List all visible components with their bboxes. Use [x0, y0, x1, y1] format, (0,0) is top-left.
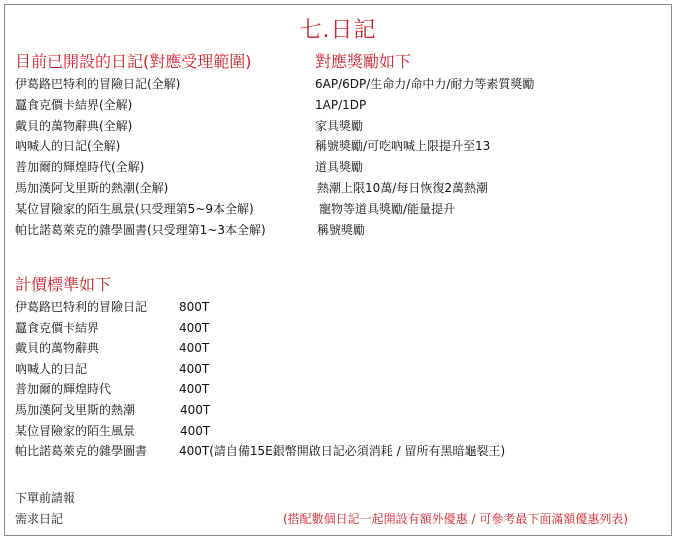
diary-name: 馬加漢阿戈里斯的熱潮(全解) [15, 181, 169, 195]
diary-name: 戴貝的萬物辭典(全解) [15, 118, 133, 133]
price-value: 400T [179, 341, 210, 356]
price-item-name: 某位冒險家的陌生風景 [15, 423, 136, 438]
price-value: 400T [179, 382, 210, 397]
diary-reward: 寵物等道具獎勵/能量提升 [319, 201, 456, 216]
diary-name: 吶喊人的日記(全解) [15, 139, 121, 154]
diary-list-heading: 目前已開設的日記(對應受理範圍) [15, 52, 252, 71]
price-item-name: 蠶食克價卡結界 [15, 320, 100, 335]
diary-reward: 6AP/6DP/生命力/命中力/耐力等素質獎勵 [315, 77, 535, 91]
price-item-name: 普加爾的輝煌時代 [15, 382, 112, 397]
page-title: 七.日記 [299, 18, 377, 43]
diary-name: 帕比諾葛萊克的雜學圖書(只受理第1~3本全解) [15, 222, 266, 237]
reward-list-heading: 對應獎勵如下 [315, 52, 412, 71]
diary-reward: 稱號獎勵/可吃吶喊上限提升至13 [315, 139, 491, 154]
diary-reward: 熱潮上限10萬/每日恢復2萬熱潮 [317, 181, 488, 195]
pricing-heading: 計價標準如下 [15, 275, 112, 294]
price-item-name: 帕比諾葛萊克的雜學圖書 [15, 444, 148, 459]
price-item-name: 吶喊人的日記 [15, 361, 88, 376]
diary-name: 蠶食克價卡結界(全解) [15, 97, 133, 112]
diary-name: 某位冒險家的陌生風景(只受理第5~9本全解) [15, 201, 254, 216]
footer-line-2: 需求日記 [15, 512, 64, 526]
price-value: 400T [180, 423, 211, 438]
discount-note: (搭配數個日記一起開設有額外優惠 / 可參考最下面滿額優惠列表) [283, 512, 629, 526]
footer-line-1: 下單前請報 [15, 491, 76, 505]
diary-reward: 家具獎勵 [315, 118, 364, 133]
diary-name: 普加爾的輝煌時代(全解) [15, 160, 145, 175]
price-value: 800T [179, 300, 210, 314]
diary-reward: 道具獎勵 [315, 160, 364, 175]
diary-name: 伊葛路巴特利的冒險日記(全解) [15, 77, 181, 91]
price-item-name: 馬加漢阿戈里斯的熱潮 [15, 403, 136, 417]
price-value: 400T(請自備15E銀幣開啟日記必須消耗 / 留所有黑暗龜裂王) [179, 444, 506, 459]
price-value: 400T [179, 320, 210, 335]
price-item-name: 戴貝的萬物辭典 [15, 341, 100, 356]
document-frame [4, 4, 672, 536]
diary-reward: 稱號獎勵 [317, 222, 366, 237]
diary-reward: 1AP/1DP [315, 97, 367, 112]
price-value: 400T [180, 403, 211, 417]
price-value: 400T [179, 361, 210, 376]
price-item-name: 伊葛路巴特利的冒險日記 [15, 300, 148, 314]
